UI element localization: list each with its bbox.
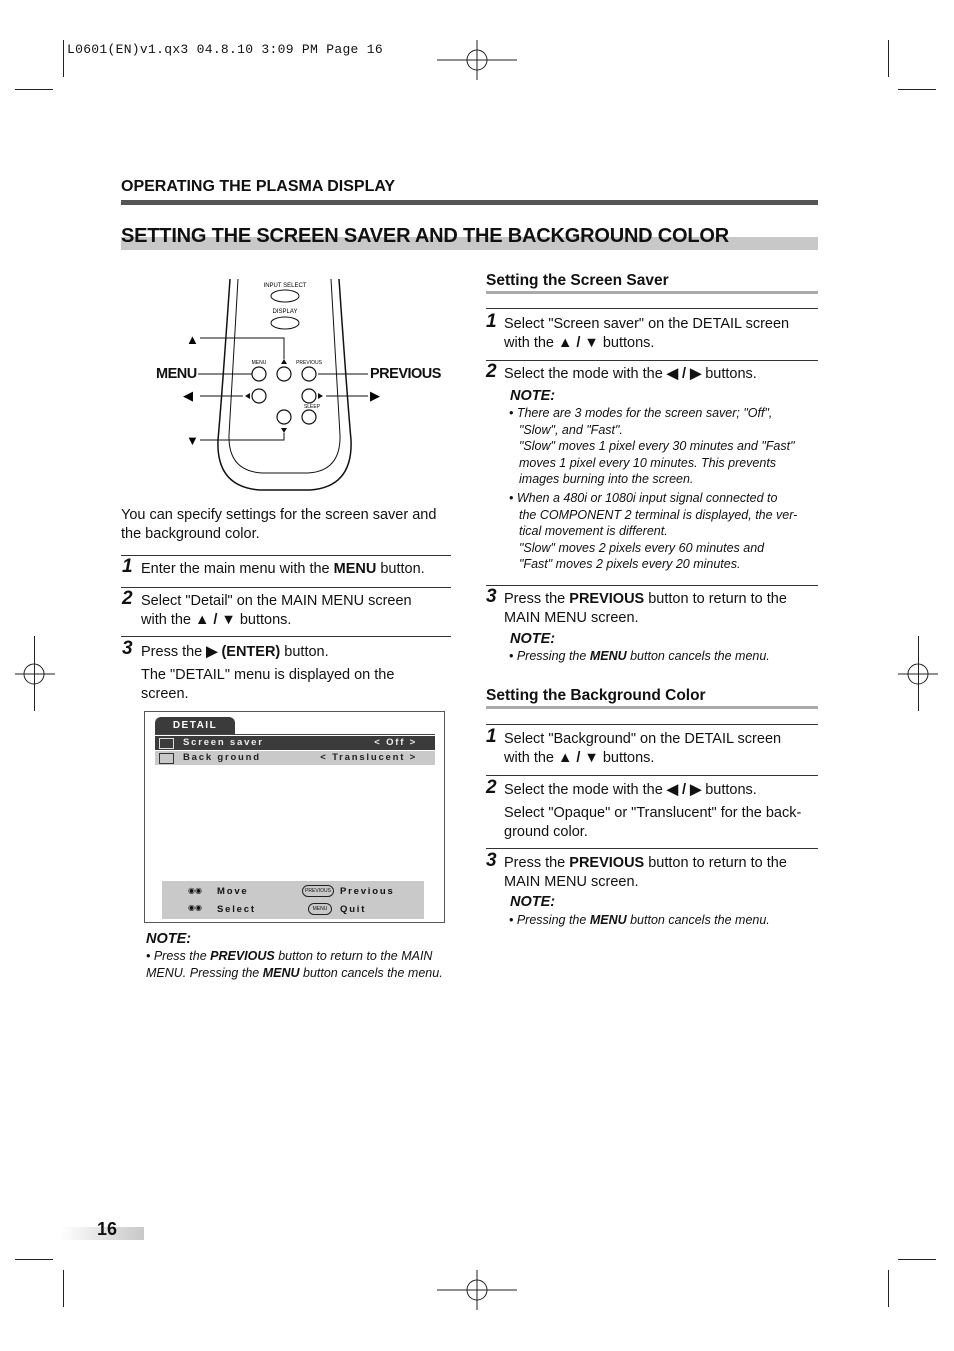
remote-arrow-left: ◀ — [183, 388, 193, 403]
remote-input-select-text: INPUT SELECT — [263, 283, 307, 289]
osd-tab-detail: DETAIL — [155, 717, 235, 734]
note-heading: NOTE: — [510, 894, 556, 910]
osd-row-value: < Off > — [374, 737, 417, 748]
step-number: 3 — [486, 850, 497, 871]
note-heading: NOTE: — [510, 631, 556, 647]
osd-row-icon — [159, 738, 174, 749]
step-number: 3 — [486, 586, 497, 607]
registration-mark-bottom — [437, 1270, 517, 1310]
remote-arrow-up: ▲ — [186, 332, 199, 347]
step-number: 1 — [486, 726, 497, 747]
remote-display-text: DISPLAY — [272, 309, 298, 315]
divider — [486, 585, 818, 586]
heading-rule — [486, 291, 818, 294]
step-number: 2 — [122, 588, 133, 609]
divider — [486, 775, 818, 776]
page-title: SETTING THE SCREEN SAVER AND THE BACKGROUND COLOR — [121, 225, 730, 247]
section-heading: OPERATING THE PLASMA DISPLAY — [121, 178, 396, 195]
left-step1-text: Enter the main menu with the MENU button. — [141, 561, 425, 577]
leftright-icon: ◉◉ — [188, 903, 202, 912]
osd-row-background — [155, 751, 435, 765]
ss-step3-text: Press the PREVIOUS button to return to the MAIN MENU screen. — [504, 591, 787, 626]
registration-mark-right — [898, 660, 938, 690]
ss-note2-text: • Pressing the MENU button cancels the menu. — [509, 649, 770, 663]
menu-callout-label: MENU — [156, 366, 197, 382]
screen-saver-heading: Setting the Screen Saver — [486, 272, 669, 289]
divider — [121, 636, 451, 637]
remote-previous-small-text: PREVIOUS — [296, 360, 322, 366]
step-number: 2 — [486, 777, 497, 798]
background-color-heading: Setting the Background Color — [486, 687, 706, 704]
registration-mark-top — [437, 40, 517, 80]
divider — [486, 308, 818, 309]
previous-callout-label: PREVIOUS — [370, 366, 441, 382]
osd-help-select: Select — [217, 904, 256, 915]
osd-row-label: Screen saver — [183, 737, 264, 748]
osd-help-quit: Quit — [340, 904, 367, 915]
osd-row-value: < Translucent > — [320, 752, 417, 763]
step-number: 1 — [486, 311, 497, 332]
bg-step2-detail: Select "Opaque" or "Translucent" for the back- ground color. — [504, 805, 802, 840]
remote-arrow-right: ▶ — [370, 388, 380, 403]
remote-illustration — [150, 275, 450, 500]
osd-row-icon — [159, 753, 174, 764]
detail-menu-screen — [144, 711, 445, 923]
divider — [121, 555, 451, 556]
ss-step1-text: Select "Screen saver" on the DETAIL screen with the ▲ / ▼ buttons. — [504, 316, 790, 351]
divider — [486, 360, 818, 361]
osd-help-move: Move — [217, 886, 249, 897]
osd-help-bar — [162, 881, 424, 919]
bg-step2-text: Select the mode with the ◀ / ▶ buttons. — [504, 782, 757, 798]
ss-step2-text: Select the mode with the ◀ / ▶ buttons. — [504, 366, 757, 382]
divider — [121, 587, 451, 588]
step-number: 2 — [486, 361, 497, 382]
page-number: 16 — [97, 1219, 118, 1239]
remote-arrow-down: ▼ — [186, 433, 199, 448]
updown-icon: ◉◉ — [188, 886, 202, 895]
divider — [486, 848, 818, 849]
osd-help-previous: Previous — [340, 886, 395, 897]
left-note-text: • Press the PREVIOUS button to return to the MAIN MENU. Pressing the MENU button cancels the menu. — [146, 949, 443, 980]
menu-key-icon: MENU — [308, 903, 332, 915]
osd-tab-rule — [155, 734, 435, 735]
osd-row-screen-saver — [155, 736, 435, 750]
file-stamp: L0601(EN)v1.qx3 04.8.10 3:09 PM Page 16 — [67, 42, 383, 57]
note-heading: NOTE: — [146, 931, 192, 947]
osd-row-label: Back ground — [183, 752, 261, 763]
bg-step1-text: Select "Background" on the DETAIL screen with the ▲ / ▼ buttons. — [504, 731, 782, 766]
divider — [486, 724, 818, 725]
step-number: 3 — [122, 638, 133, 659]
remote-menu-small-text: MENU — [251, 360, 267, 366]
step-number: 1 — [122, 556, 133, 577]
ss-note-bullet-1: • There are 3 modes for the screen saver; "Off", "Slow", and "Fast". "Slow" moves 1 pixel every 30 minutes and "Fast" moves 1 pixel every 10 minutes. This prevents images burning into the screen. — [509, 406, 795, 486]
left-step3-text: Press the ▶ (ENTER) button. — [141, 644, 329, 660]
previous-key-icon: PREVIOUS — [302, 885, 334, 897]
section-rule — [121, 200, 818, 205]
note-heading: NOTE: — [510, 388, 556, 404]
left-step2-text: Select "Detail" on the MAIN MENU screen with the ▲ / ▼ buttons. — [141, 593, 412, 628]
bg-note-text: • Pressing the MENU button cancels the menu. — [509, 913, 770, 927]
left-step3-detail: The "DETAIL" menu is displayed on the screen. — [141, 667, 395, 702]
remote-sleep-small-text: SLEEP — [303, 404, 321, 410]
intro-text: You can specify settings for the screen saver and the background color. — [121, 507, 437, 542]
registration-mark-left — [15, 660, 55, 690]
bg-step3-text: Press the PREVIOUS button to return to the MAIN MENU screen. — [504, 855, 787, 890]
heading-rule — [486, 706, 818, 709]
ss-note-bullet-2: • When a 480i or 1080i input signal connected to the COMPONENT 2 terminal is displayed, the ver- tical movement is different. "Slow" moves 2 pixels every 60 minutes and "Fast" moves 2 pixels every 20 minutes. — [509, 491, 798, 571]
